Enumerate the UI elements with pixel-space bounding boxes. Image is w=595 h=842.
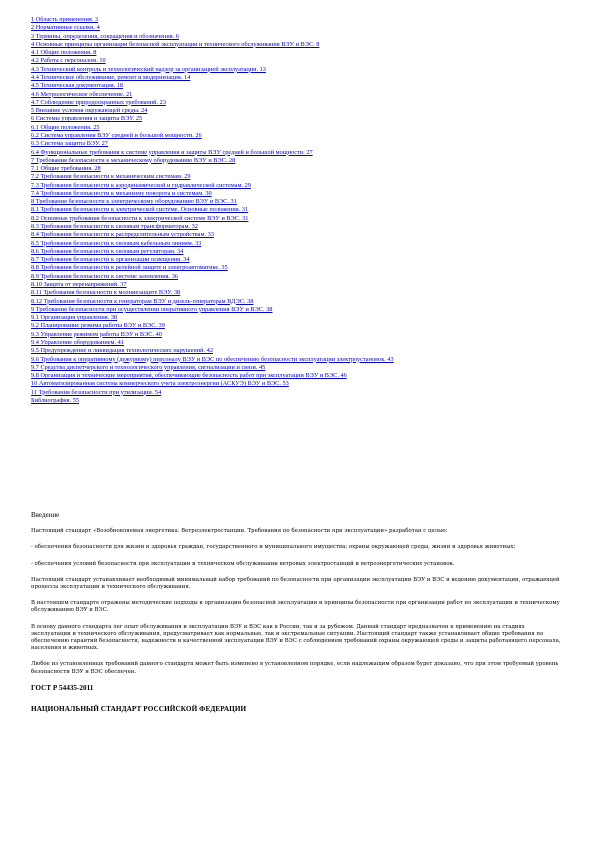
toc-link[interactable]: 9.5 Предупреждение и ликвидация технологических нарушений. 42 bbox=[31, 347, 213, 355]
toc-link[interactable]: 8.12 Требования безопасности к генераторам ВЭУ и дизель-генераторам ВДЭС. 38 bbox=[31, 297, 254, 305]
toc-link[interactable]: 8.10 Защита от перенапряжений. 37 bbox=[31, 281, 127, 288]
toc-link[interactable]: 9 Требования безопасности при осуществлении оперативного управления ВЭУ и ВЭС. 38 bbox=[31, 305, 273, 313]
toc-link[interactable]: 7.4 Требования безопасности к механизму поворота и системам. 30 bbox=[31, 189, 212, 197]
paragraph: В основу данного стандарта лег опыт обслуживания и эксплуатации ВЭУ и ВЭС как в России, так и за рубежом. Данный стандарт предназначен к применению на стадиях эксплуатации и технического обслуживания, предусматривает как нормальные, так и экстремальные ситуации. Настоящий стандарт также устанавливает общие требования по обеспечению гарантий безопасности, надежности и качественной эксплуатации ВЭУ и ВЭС с соблюдением требований охраны окружающей среды и защиты работающего персонала, населения и животных. bbox=[31, 623, 561, 652]
table-of-contents bbox=[31, 16, 576, 405]
toc-link[interactable]: 8.8 Требования безопасности к релейной защите и электроавтоматике. 35 bbox=[31, 264, 228, 272]
toc-link[interactable]: 8.3 Требования безопасности к силовым трансформаторам. 32 bbox=[31, 223, 198, 231]
toc-link[interactable]: 8.9 Требования безопасности к системе заземления. 36 bbox=[31, 272, 179, 280]
toc-link[interactable]: 8.6 Требования безопасности к силовым регуляторам. 34 bbox=[31, 247, 184, 255]
toc-link[interactable]: 8.2 Основные требования безопасности к электрической системе ВЭУ и ВЭС. 31 bbox=[31, 214, 249, 222]
toc-link[interactable]: 7 Требования безопасности к механическому оборудованию ВЭУ и ВЭС. 28 bbox=[31, 156, 236, 164]
toc-link[interactable]: Библиография. 55 bbox=[31, 396, 80, 404]
toc-link[interactable]: 9.6 Требования к оперативному (дежурному) персоналу ВЭУ и ВЭС по обеспечению безопасности эксплуатации электроустановок. 43 bbox=[31, 355, 394, 363]
toc-link[interactable]: 4.3 Технический контроль и технологический надзор за организацией эксплуатации. 13 bbox=[31, 65, 266, 73]
paragraph: - обеспечения условий безопасности при эксплуатации и техническом обслуживании ветровых электростанций и ветроэнергетических установок. bbox=[31, 560, 455, 567]
toc-link[interactable]: 6.1 Общие положения. 25 bbox=[31, 123, 100, 131]
toc-link[interactable]: 8.11 Требования безопасности к молниезащите ВЭУ. 38 bbox=[31, 289, 181, 297]
toc-link[interactable]: 9.8 Организация и технические мероприятия, обеспечивающие безопасность работ при эксплуатации ВЭУ и ВЭС. 46 bbox=[31, 372, 347, 380]
toc-link[interactable]: 11 Требования безопасности при утилизации. 54 bbox=[31, 388, 162, 396]
toc-link[interactable]: 4 Основные принципы организации безопасной эксплуатации и технического обслуживания ВЭУ и ВЭС. 8 bbox=[31, 40, 320, 48]
toc-link[interactable]: 6.4 Функциональные требования к системе управления и защиты ВЭУ средней и большой мощности. 27 bbox=[31, 148, 313, 156]
toc-link[interactable]: 10 Автоматизированная система коммерческого учета электроэнергии (АСКУЭ) ВЭУ и ВЭС. 53 bbox=[31, 380, 289, 388]
toc-link[interactable]: 2 Нормативные ссылки. 4 bbox=[31, 24, 100, 32]
paragraph: - обеспечения безопасности для жизни и здоровья граждан, государственного и муниципального имущества; охраны окружающей среды, жизни и здоровья животных; bbox=[31, 544, 516, 551]
toc-link[interactable]: 7.2 Требования безопасности к механическим системам. 29 bbox=[31, 173, 191, 181]
national-standard-heading: НАЦИОНАЛЬНЫЙ СТАНДАРТ РОССИЙСКОЙ ФЕДЕРАЦИИ bbox=[31, 705, 247, 714]
toc-link[interactable]: 3 Термины, определения, сокращения и обозначения. 6 bbox=[31, 32, 179, 40]
toc-link[interactable]: 6 Системы управления и защиты ВЭУ. 25 bbox=[31, 115, 143, 123]
toc-link[interactable]: 4.4 Техническое обслуживание, ремонт и модернизация. 14 bbox=[31, 73, 191, 81]
toc-link[interactable]: 8 Требования безопасности к электрическому оборудованию ВЭУ и ВЭС. 31 bbox=[31, 198, 237, 206]
standard-number: ГОСТ Р 54435-2011 bbox=[31, 683, 94, 692]
toc-link[interactable]: 9.1 Организация управления. 38 bbox=[31, 314, 118, 322]
toc-link[interactable]: 4.1 Общие положения. 8 bbox=[31, 49, 97, 57]
section-title: Введение bbox=[31, 511, 60, 519]
toc-link[interactable]: 5 Внешние условия окружающей среды. 24 bbox=[31, 107, 148, 115]
toc-link[interactable]: 4.6 Метрологическое обеспечение. 21 bbox=[31, 90, 133, 98]
toc-link[interactable]: 8.5 Требования безопасности к силовым кабельным линиям. 33 bbox=[31, 239, 202, 247]
toc-link[interactable]: 4.7 Соблюдение природоохранных требований. 23 bbox=[31, 98, 166, 106]
toc-link[interactable]: 4.5 Техническая документация. 18 bbox=[31, 82, 124, 90]
toc-link[interactable]: 9.7 Средства диспетчерского и технологического управления, сигнализации и связи. 45 bbox=[31, 363, 266, 371]
paragraph: Настоящий стандарт «Возобновляемая энергетика. Ветроэлектростанции. Требования по безопасности при эксплуатации» разработан с целью: bbox=[31, 528, 448, 535]
paragraph: Любое из установленных требований данного стандарта может быть изменено в установленном порядке, если надлежащим образом будет доказано, что при этом требуемый уровень безопасности ВЭУ и ВЭС обеспечен. bbox=[31, 661, 559, 675]
introduction-section bbox=[31, 512, 566, 713]
toc-link[interactable]: 9.4 Управление оборудованием. 41 bbox=[31, 338, 124, 346]
toc-link[interactable]: 9.2 Планирование режима работы ВЭУ и ВЭС. 39 bbox=[31, 322, 165, 330]
paragraph: В настоящем стандарте отражены методические подходы к организации безопасной эксплуатации и принципы безопасности при организации работ по эксплуатации и техническому обслуживанию ВЭУ и ВЭС. bbox=[31, 600, 560, 614]
toc-link[interactable]: 4.2 Работа с персоналом. 10 bbox=[31, 57, 106, 65]
toc-link[interactable]: 8.7 Требования безопасности к организации освещения. 34 bbox=[31, 256, 190, 264]
toc-link[interactable]: 6.3 Система защиты ВЭУ. 27 bbox=[31, 140, 108, 148]
toc-link[interactable]: 7.1 Общие требования. 28 bbox=[31, 165, 101, 173]
toc-link[interactable]: 6.2 Система управления ВЭУ средней и большой мощности. 26 bbox=[31, 131, 202, 139]
paragraph: Настоящий стандарт устанавливает необходимый минимальный набор требований по безопасности при организации эксплуатации ВЭУ и ВЭС и ведению документации, отражающей процессы эксплуатации и технического обслуживания. bbox=[31, 576, 560, 591]
toc-link[interactable]: 9.3 Управление режимом работы ВЭУ и ВЭС. 40 bbox=[31, 330, 162, 338]
toc-link[interactable]: 8.1 Требования безопасности к электрической системе. Основные положения. 31 bbox=[31, 206, 249, 214]
toc-link[interactable]: 1 Область применения. 3 bbox=[31, 16, 99, 23]
toc-link[interactable]: 7.3 Требования безопасности к аэродинамической и гидравлической системам. 29 bbox=[31, 181, 251, 189]
toc-link[interactable]: 8.4 Требования безопасности к распределительным устройствам. 33 bbox=[31, 231, 214, 239]
